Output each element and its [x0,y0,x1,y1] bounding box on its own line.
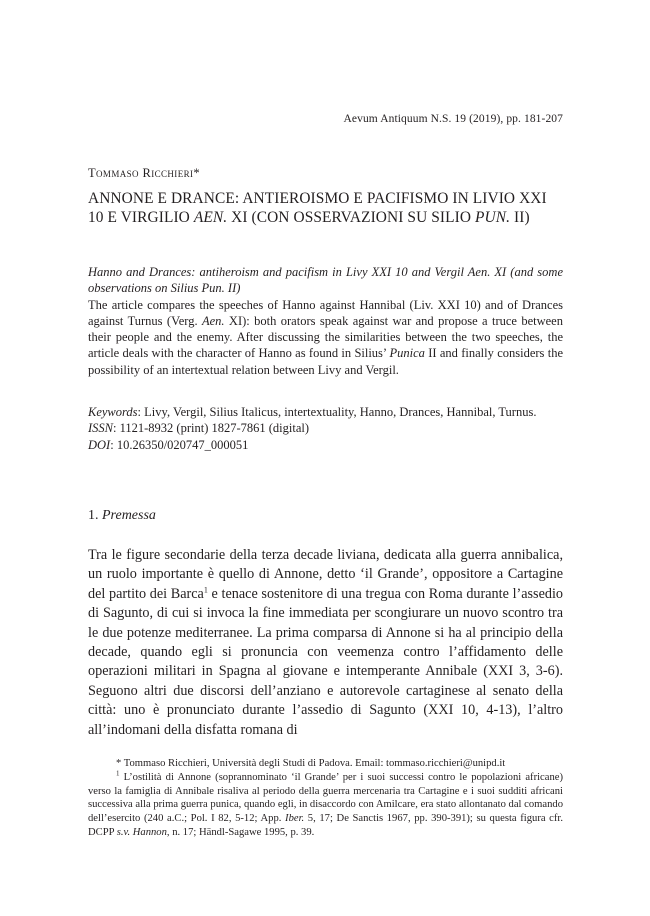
abstract-punica: Punica [389,346,425,361]
abstract-text-part-3: II and finally considers the possibility of an intertextual relation between Livy and Vergil. [88,346,563,377]
abstract-aen: Aen. [201,313,225,328]
abstract [88,264,563,378]
title-aen: AEN. [193,208,228,226]
footnote-1-part-1: L’ostilità di Annone (soprannominato ‘il Grande’ per i suoi successi contro le popolazioni africane) verso la famiglia di Annibale risaliva al periodo della guerra mercenaria tra Cartagine e i suoi sudditi africani successiva alla prima guerra punica, quando egli, in disaccordo con Amilcare, era stato allontanato dal comando dell’esercito (240 a.C.; Pol. I 82, 5-12; App. [88,771,563,825]
abstract-text [88,297,563,378]
keywords-value: : Livy, Vergil, Silius Italicus, intertextuality, Hanno, Drances, Hannibal, Turnus. [137,405,537,419]
body-text [88,546,563,740]
issn-value: : 1121-8932 (print) 1827-7861 (digital) [113,421,310,436]
section-number: 1. [88,508,102,523]
english-title: Hanno and Drances: antiheroism and pacifism in Livy XXI 10 and Vergil Aen. XI (and some observations on Silius Pun. II) [88,265,563,296]
issn-line [88,420,563,436]
body-paragraph [88,546,563,740]
doi-line [88,437,563,453]
footnotes [88,757,563,840]
footnote-1-sv: s.v. Hannon [116,826,167,838]
footnote-author: * Tommaso Ricchieri, Università degli Studi di Padova. Email: tommaso.ricchieri@unipd.it [116,758,506,769]
title-part-1: ANNONE E DRANCE: ANTIEROISMO E PACIFISMO IN LIVIO XXI 10 E VIRGILIO [88,190,547,226]
footnote-1 [88,771,563,840]
keywords-line [88,404,563,420]
issn-label: ISSN [88,421,113,436]
author-name: Tommaso Ricchieri* [88,166,201,180]
footnote-1-part-2: 5, 17; De Sanctis 1967, pp. 390-391); su questa figura cfr. DCPP [88,813,563,838]
footnote-1-mark: 1 [116,769,120,778]
article-metadata [88,404,563,453]
doi-value: : 10.26350/020747_000051 [110,437,249,452]
abstract-text-part-2: XI): both orators speak against war and propose a truce between their people and the enemy. After discussing the similarities between the two speeches, the article deals with the character of Hanno as found in Silius’ [88,313,563,361]
keywords-label: Keywords [88,405,138,419]
title-pun: PUN. [475,208,511,226]
section-title: Premessa [102,508,156,523]
footnote-1-iber: Iber. [285,813,305,825]
abstract-text-part-1: The article compares the speeches of Hanno against Hannibal (Liv. XXI 10) and of Drances against Turnus (Verg. [88,297,563,328]
doi-label: DOI [88,437,111,452]
footnote-1-part-3: , n. 17; Händl-Sagawe 1995, p. 39. [166,826,315,838]
body-text-part-1: Tra le figure secondarie della terza decade liviana, dedicata alla guerra annibalica, un ruolo importante è quello di Annone, detto ‘il Grande’, oppositore a Cartagine del partito dei Barca [88,547,563,602]
article-title [88,190,563,227]
section-heading [88,508,156,524]
running-head: Aevum Antiquum N.S. 19 (2019), pp. 181-207 [343,113,563,125]
title-part-3: II) [510,208,530,226]
body-text-part-2: e tenace sostenitore di una tregua con Roma durante l’assedio di Sagunto, di cui si invoca la fine immediata per scongiurare un nuovo scontro tra le due potenze mediterranee. La prima comparsa di Annone si ha al principio della decade, quando egli si pronuncia con veemenza contro l’affidamento delle operazioni militari in Spagna al giovane e intemperante Annibale (XXI 3, 3-6). Seguono altri due discorsi dell’anziano e autorevole cartaginese al senato della città: uno è pronunciato durante l’assedio di Sagunto (XXI 10, 4-13), l’altro all’indomani della disfatta romana di [88,585,563,738]
footnote-ref-1[interactable]: 1 [203,585,208,595]
title-part-2: XI (CON OSSERVAZIONI SU SILIO [227,208,476,226]
